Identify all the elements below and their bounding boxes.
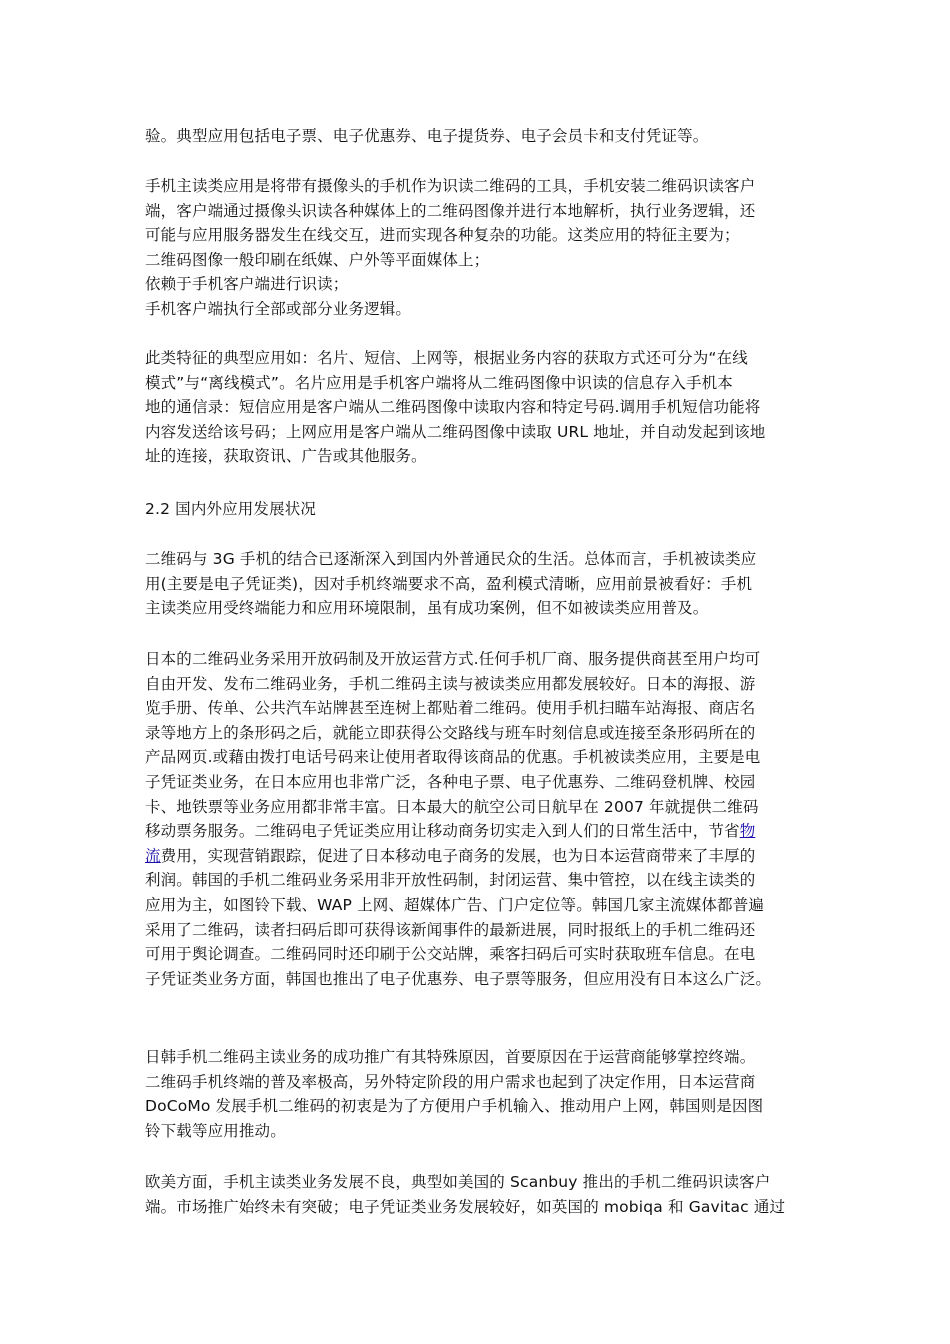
text-line: 应用为主，如图铃下载、WAP 上网、超媒体广告、门户定位等。韩国几家主流媒体都普遍 bbox=[145, 895, 765, 914]
text-line: 铃下载等应用推动。 bbox=[145, 1121, 286, 1140]
text-line: 卡、地铁票等业务应用都非常丰富。日本最大的航空公司日航早在 2007 年就提供二维码 bbox=[145, 797, 759, 816]
text-line: 采用了二维码，读者扫码后即可获得该新闻事件的最新进展，同时报纸上的手机二维码还 bbox=[145, 920, 756, 939]
text-line: 可用于舆论调查。二维码同时还印刷于公交站牌，乘客扫码后可实时获取班车信息。在电 bbox=[145, 945, 756, 964]
text-line: 二维码手机终端的普及率极高，另外特定阶段的用户需求也起到了决定作用，日本运营商 bbox=[145, 1072, 756, 1091]
section-title: 2.2 国内外应用发展状况 bbox=[145, 500, 317, 518]
text-segment: 费用，实现营销跟踪，促进了日本移动电子商务的发展，也为日本运营商带来了丰厚的 bbox=[160, 846, 756, 865]
text-line: 欧美方面，手机主读类业务发展不良，典型如美国的 Scanbuy 推出的手机二维码识读客户 bbox=[145, 1173, 771, 1191]
text-line: 日本的二维码业务采用开放码制及开放运营方式.任何手机厂商、服务提供商甚至用户均可 bbox=[145, 650, 761, 668]
text-line: 址的连接，获取资讯、广告或其他服务。 bbox=[145, 447, 427, 466]
text-line: 手机主读类应用是将带有摄像头的手机作为识读二维码的工具，手机安装二维码识读客户 bbox=[145, 177, 756, 195]
paragraph-1 bbox=[145, 124, 810, 149]
text-line: 依赖于手机客户端进行识读； bbox=[145, 275, 349, 294]
text-line: 地的通信录：短信应用是客户端从二维码图像中读取内容和特定号码.调用手机短信功能将 bbox=[145, 398, 761, 417]
text-line: 端。市场推广始终未有突破；电子凭证类业务发展较好，如英国的 mobiqa 和 Gavitac 通过 bbox=[145, 1197, 786, 1216]
paragraph-7 bbox=[145, 1170, 810, 1219]
text-line: 二维码图像一般印刷在纸媒、户外等平面媒体上； bbox=[145, 250, 490, 269]
paragraph-6 bbox=[145, 1045, 810, 1143]
text-line: 内容发送给该号码；上网应用是客户端从二维码图像中读取 URL 地址，并自动发起到该地 bbox=[145, 422, 766, 441]
text-line: 验。典型应用包括电子票、电子优惠券、电子提货券、电子会员卡和支付凭证等。 bbox=[145, 127, 709, 145]
paragraph-5 bbox=[145, 647, 810, 991]
text-line: 用(主要是电子凭证类)，因对手机终端要求不高，盈利模式清晰，应用前景被看好：手机 bbox=[145, 574, 753, 593]
text-line bbox=[145, 819, 810, 844]
text-line: 利润。韩国的手机二维码业务采用非开放性码制，封闭运营、集中管控，以在线主读类的 bbox=[145, 871, 756, 890]
text-line: 览手册、传单、公共汽车站牌甚至连树上都贴着二维码。使用手机扫瞄车站海报、商店名 bbox=[145, 699, 756, 718]
section-heading bbox=[145, 497, 810, 522]
text-line: 录等地方上的条形码之后，就能立即获得公交路线与班车时刻信息或连接至条形码所在的 bbox=[145, 723, 756, 742]
text-line: 可能与应用服务器发生在线交互，进而实现各种复杂的功能。这类应用的特征主要为； bbox=[145, 226, 740, 245]
text-line: 手机客户端执行全部或部分业务逻辑。 bbox=[145, 299, 412, 318]
text-line bbox=[145, 844, 810, 869]
text-line: 产品网页.或藉由拨打电话号码来让使用者取得该商品的优惠。手机被读类应用，主要是电 bbox=[145, 748, 761, 767]
text-line: 模式”与“离线模式”。名片应用是手机客户端将从二维码图像中识读的信息存入手机本 bbox=[145, 373, 733, 392]
text-line: 子凭证类业务，在日本应用也非常广泛，各种电子票、电子优惠券、二维码登机牌、校园 bbox=[145, 772, 756, 791]
text-line: 子凭证类业务方面，韩国也推出了电子优惠券、电子票等服务，但应用没有日本这么广泛。 bbox=[145, 969, 772, 988]
text-line: 二维码与 3G 手机的结合已逐渐深入到国内外普通民众的生活。总体而言，手机被读类应 bbox=[145, 550, 757, 568]
text-line: 此类特征的典型应用如：名片、短信、上网等，根据业务内容的获取方式还可分为“在线 bbox=[145, 349, 748, 367]
paragraph-4 bbox=[145, 547, 810, 621]
paragraph-2 bbox=[145, 174, 810, 322]
text-line: 端，客户端通过摄像头识读各种媒体上的二维码图像并进行本地解析，执行业务逻辑，还 bbox=[145, 201, 756, 220]
paragraph-3 bbox=[145, 346, 810, 469]
text-segment: 移动票务服务。二维码电子凭证类应用让移动商务切实走入到人们的日常生活中，节省 bbox=[145, 822, 740, 841]
text-line: 主读类应用受终端能力和应用环境限制，虽有成功案例，但不如被读类应用普及。 bbox=[145, 599, 709, 618]
logistics-link-continued[interactable]: 流 bbox=[145, 846, 161, 865]
text-line: DoCoMo 发展手机二维码的初衷是为了方便用户手机输入、推动用户上网，韩国则是因图 bbox=[145, 1097, 764, 1116]
text-line: 自由开发、发布二维码业务，手机二维码主读与被读类应用都发展较好。日本的海报、游 bbox=[145, 674, 756, 693]
logistics-link[interactable]: 物 bbox=[739, 822, 756, 841]
text-line: 日韩手机二维码主读业务的成功推广有其特殊原因，首要原因在于运营商能够掌控终端。 bbox=[145, 1048, 756, 1066]
